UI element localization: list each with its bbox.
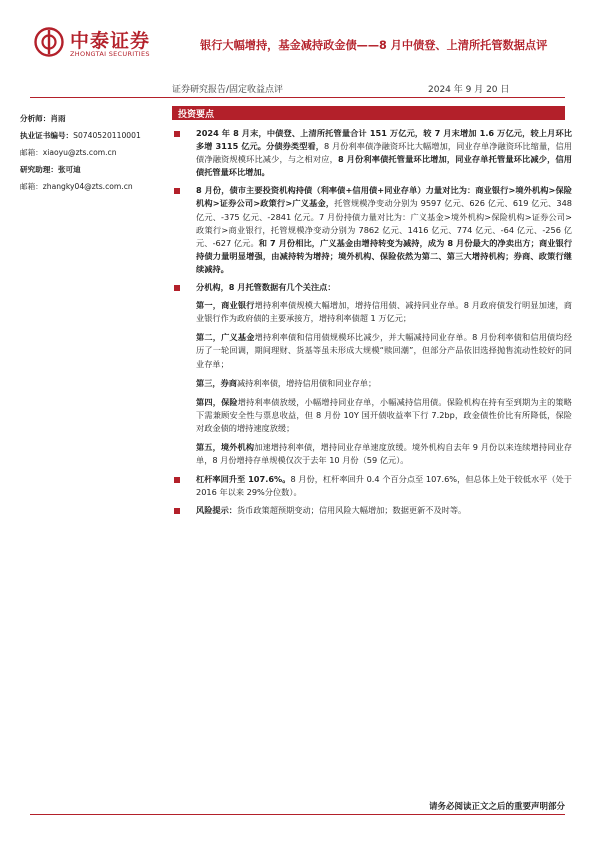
report-date: 2024 年 9 月 20 日 xyxy=(428,85,510,95)
assistant-label: 研究助理： xyxy=(20,165,58,174)
email-link-2[interactable]: zhangky04@zts.com.cn xyxy=(42,182,133,191)
bullet-item: 8 月份，债市主要投资机构持债（利率债+信用债+同业存单）力量对比为：商业银行>境外机构>保险机构>证券公司>政策行>广义基金，托管规模净变动分别为 9597 亿元、626 亿元、619 亿元、348 亿元、-375 亿元、-2841 亿元。7 月份持债力量对比为：广义基金>境外机构>保险机构>证券公司>政策行>商业银行，托管规模净变动分别为 7862 亿元、1416 亿元、774 亿元、-64 亿元、-256 亿元、-627 亿元。和 7 月份相比，广义基金由增持转变为减持，成为 8 月份最大的净卖出方；商业银行持债力量明显增强，由减持转为增持；境外机构、保险依然为第二、第三大增持机构；券商、政策行继续减持。 xyxy=(172,184,572,276)
analyst-info xyxy=(20,112,170,193)
license-label: 执业证书编号： xyxy=(20,131,74,140)
analyst-name: 肖雨 xyxy=(50,114,66,123)
section-title: 投资要点 xyxy=(178,110,215,120)
bullet-item: 分机构，8 月托管数据有几个关注点： xyxy=(172,281,572,294)
email-link[interactable]: xiaoyu@zts.com.cn xyxy=(42,148,117,157)
sub-point: 第一，商业银行增持利率债规模大幅增加，增持信用债、减持同业存单。8 月政府债发行明显加速，商业银行作为政府债的主要承接方，增持利率债超 1 万亿元； xyxy=(196,300,572,324)
zhongtai-logo-icon xyxy=(34,27,64,57)
analyst-label: 分析师： xyxy=(20,114,51,123)
sub-point: 第五，境外机构加速增持利率债，增持同业存单速度放缓。境外机构自去年 9 月份以来连续增持同业存单，8 月份增持存单规模仅次于去年 10 月份（59 亿元）。 xyxy=(196,441,572,466)
assistant-name: 张可迪 xyxy=(57,165,81,174)
brand-name-en: ZHONGTAI SECURITIES xyxy=(70,50,150,58)
bullet-item: 2024 年 8 月末，中债登、上清所托管量合计 151 万亿元，较 7 月末增加 1.6 万亿元，较上月环比多增 3115 亿元。分债券类型看，8 月份利率债净融资环比大幅增加，同业存单净融资环比缩量，信用债净融资规模环比减少，与之相对应，8 月份利率债托管量环比增加，同业存单托管量环比减少，信用债托管量环比增加。 xyxy=(172,127,572,179)
sub-point: 第二，广义基金增持利率债和信用债规模环比减少，并大幅减持同业存单。8 月份利率债和信用债均经历了一轮回调，期间理财、货基等虽未形成大规模“赎回潮”，但部分产品依旧选择抛售流动性较好的同业存单； xyxy=(196,332,572,369)
sub-point: 第三，券商减持利率债，增持信用债和同业存单； xyxy=(196,377,377,388)
email-label: 邮箱： xyxy=(20,148,43,157)
header-divider xyxy=(30,97,565,98)
brand-name-cn: 中泰证券 xyxy=(70,30,151,52)
disclaimer-footer: 请务必阅读正文之后的重要声明部分 xyxy=(428,802,565,812)
bullet-square-icon xyxy=(174,508,180,514)
license-number: S0740520110001 xyxy=(73,131,141,140)
report-type: 证券研究报告/固定收益点评 xyxy=(172,85,284,95)
bullet-square-icon xyxy=(174,131,180,137)
license-row xyxy=(20,129,170,142)
email-label-2: 邮箱： xyxy=(20,182,43,191)
analyst-row xyxy=(20,112,170,125)
bullet-square-icon xyxy=(174,477,180,483)
email-row-2 xyxy=(20,180,170,193)
bullet-square-icon xyxy=(174,285,180,291)
footer-divider xyxy=(30,814,565,815)
assistant-row xyxy=(20,163,170,176)
bullet-item: 风险提示：货币政策超预期变动；信用风险大幅增加；数据更新不及时等。 xyxy=(172,504,572,517)
bullet-item: 杠杆率回升至 107.6%。8 月份，杠杆率回升 0.4 个百分点至 107.6%，但总体上处于较低水平（处于 2016 年以来 29%分位数）。 xyxy=(172,473,572,499)
section-header xyxy=(172,106,565,120)
key-points xyxy=(172,127,572,522)
email-row xyxy=(20,146,170,159)
brand-logo xyxy=(30,26,180,60)
bullet-square-icon xyxy=(174,188,180,194)
sub-point: 第四，保险增持利率债放缓，小幅增持同业存单，小幅减持信用债。保险机构在持有至到期为主的策略下需兼顾安全性与票息收益，但 8 月份 10Y 国开债收益率下行 7.2bp，政金债性价比有所降低，保险对政金债的增持速度放缓； xyxy=(196,396,572,433)
report-title: 银行大幅增持，基金减持政金债——8 月中债登、上清所托管数据点评 xyxy=(200,39,548,52)
